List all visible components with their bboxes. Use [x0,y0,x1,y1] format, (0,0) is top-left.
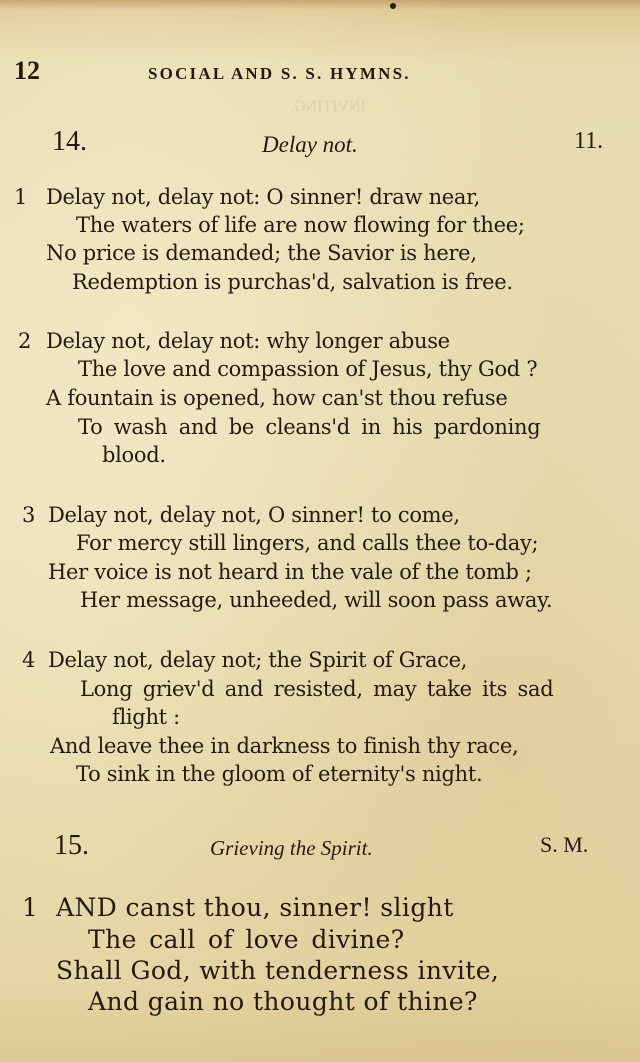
verse-line: To wash and be cleans'd in his pardoning [78,415,541,439]
verse-line: No price is demanded; the Savior is here, [46,241,477,265]
ink-spot [390,3,396,9]
hymn-heading [0,830,640,866]
verse-number: 2 [18,329,32,353]
verse-line: The call of love divine? [88,925,405,954]
verse-line: For mercy still lingers, and calls thee to-day; [76,531,539,555]
verse-line: Her message, unheeded, will soon pass away. [80,588,553,612]
hymn-title: Delay not. [262,132,358,157]
hymn-meter: S. M. [540,832,589,857]
verse-line: Her voice is not heard in the vale of the tomb ; [48,560,532,584]
verse-line: The waters of life are now flowing for thee; [76,213,525,237]
verse-line: flight : [112,705,180,729]
verse-number: 1 [14,185,28,209]
hymn-meter: 11. [574,128,604,154]
verse-line: Long griev'd and resisted, may take its sad [80,677,554,701]
verse-line: Delay not, delay not, O sinner! to come, [48,503,460,527]
hymn-title: Grieving the Spirit. [210,836,373,860]
page-number: 12 [14,56,40,85]
verse-number: 1 [22,893,39,922]
verse-line: Delay not, delay not: O sinner! draw near, [46,185,480,209]
verse-number: 4 [22,648,36,672]
verse-number: 3 [22,503,36,527]
verse-line: And leave thee in darkness to finish thy race, [50,734,519,758]
verse-line: Delay not, delay not: why longer abuse [46,329,450,353]
page-edge-stain [0,0,640,10]
running-header [0,56,640,90]
hymn-number: 14. [52,126,87,157]
verse-line: AND canst thou, sinner! slight [56,893,454,922]
running-title: SOCIAL AND S. S. HYMNS. [148,64,411,83]
verse-line: To sink in the gloom of eternity's night. [76,762,483,786]
verse-line: And gain no thought of thine? [88,987,478,1016]
bleed-through-text: INVITING. [290,98,366,115]
verse-line: A fountain is opened, how can'st thou refuse [46,386,508,410]
verse-line: Redemption is purchas'd, salvation is free. [72,270,513,294]
verse-line: blood. [102,443,166,467]
verse-line: Delay not, delay not; the Spirit of Grace, [48,648,468,672]
hymn-number: 15. [54,830,89,861]
hymn-heading [0,126,640,162]
verse-line: Shall God, with tenderness invite, [56,956,500,985]
verse-line: The love and compassion of Jesus, thy God ? [78,357,538,381]
